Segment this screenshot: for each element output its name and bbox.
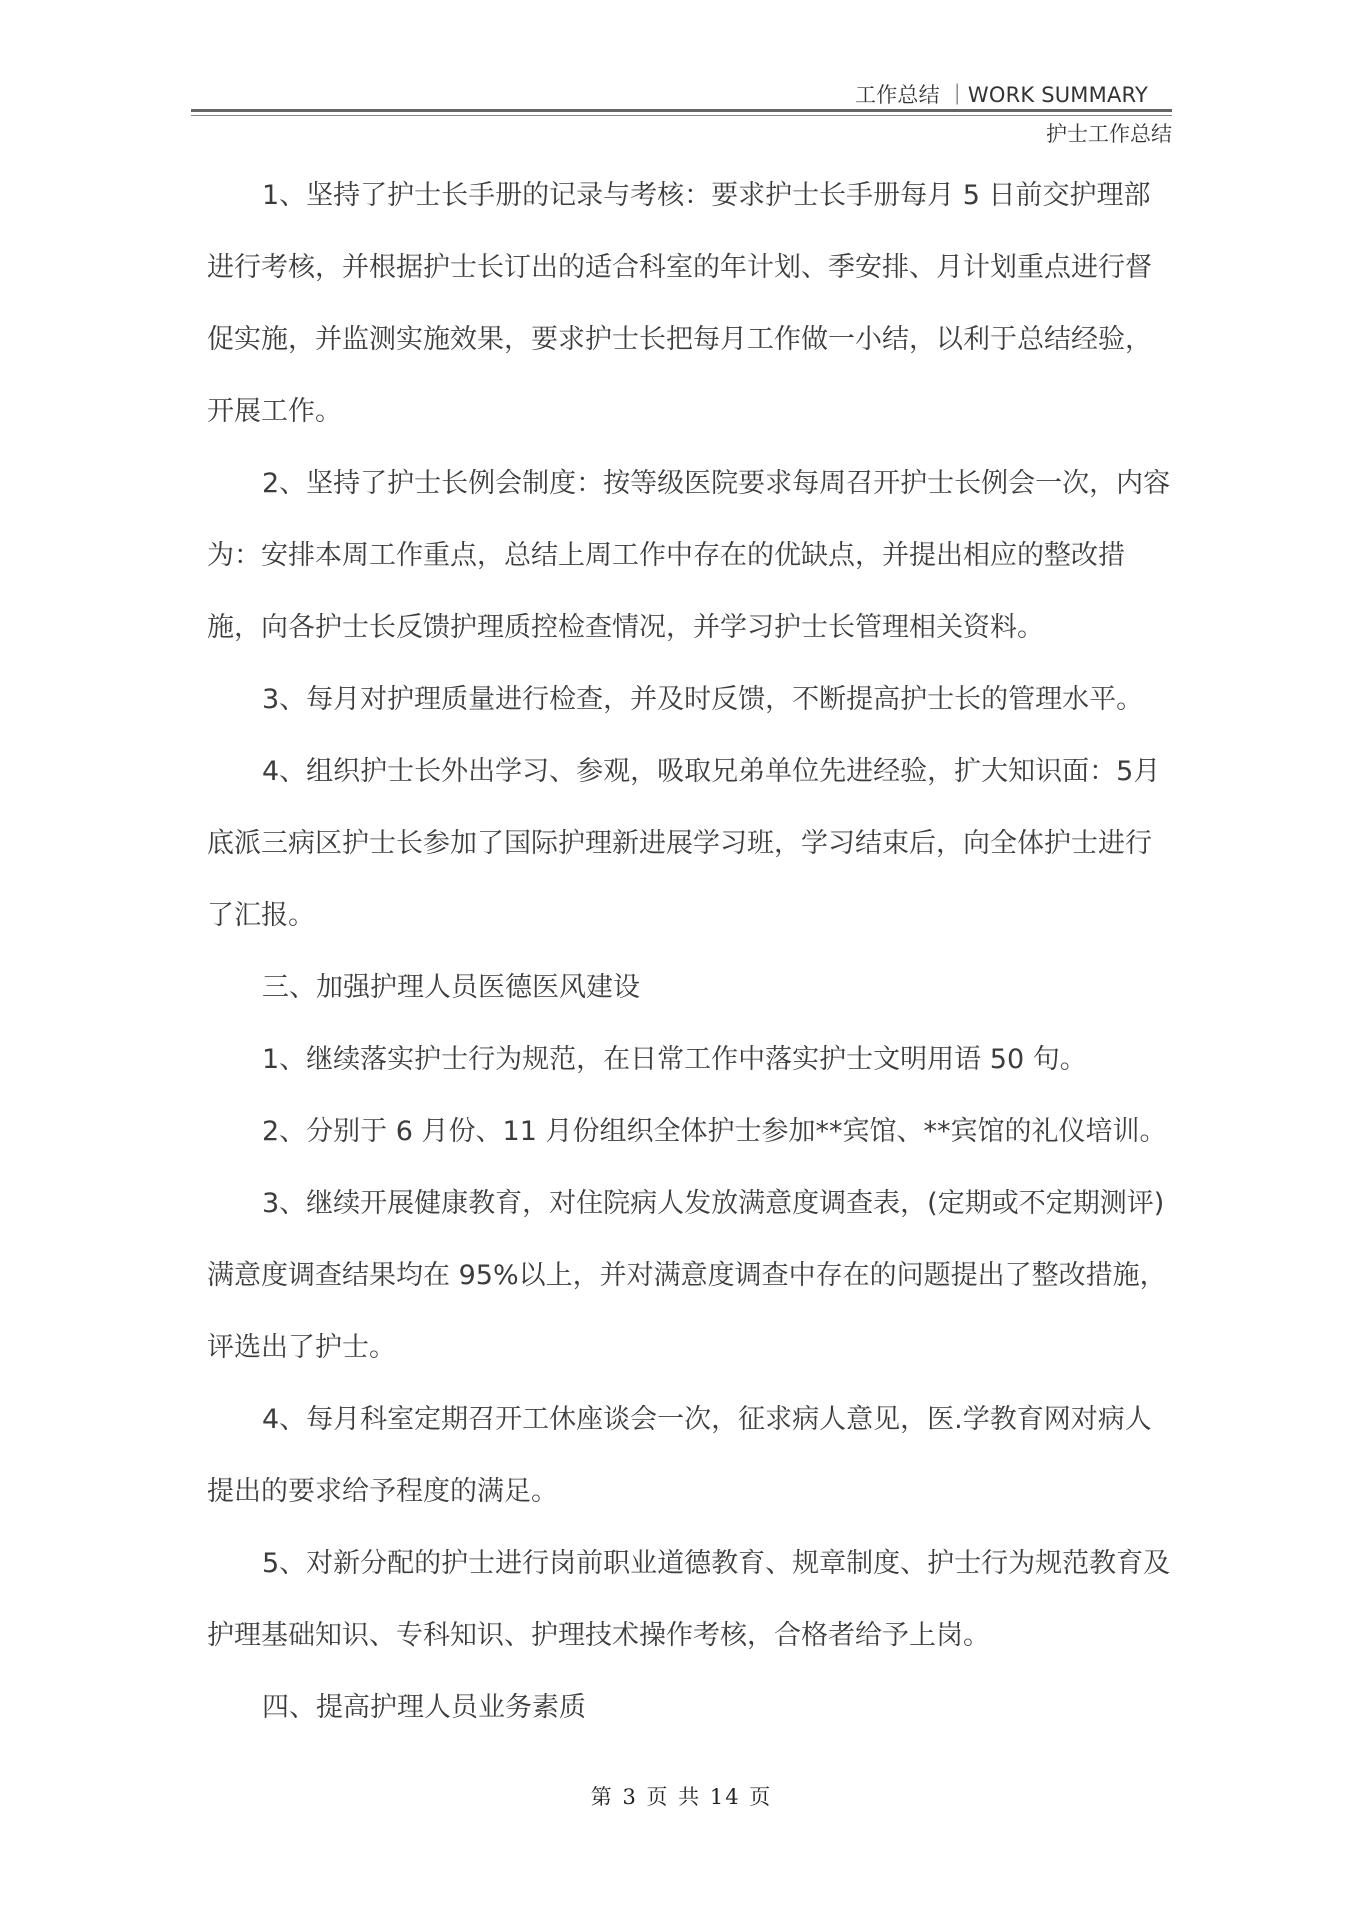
paragraph: 3、每月对护理质量进行检查，并及时反馈，不断提高护士长的管理水平。 <box>262 684 1144 715</box>
page-number: 第 3 页 共 14 页 <box>590 1785 773 1809</box>
document-body <box>207 160 1174 1744</box>
paragraph: 1、继续落实护士行为规范，在日常工作中落实护士文明用语 50 句。 <box>262 1044 1087 1075</box>
header-divider <box>191 109 1172 112</box>
paragraph: 1、坚持了护士长手册的记录与考核：要求护士长手册每月 5 日前交护理部进行考核，并根据护士长订出的适合科室的年计划、季安排、月计划重点进行督促实施，并监测实施效果，要求护士长把每月工作做一小结，以利于总结经验，开展工作。 <box>207 180 1152 427</box>
section-heading: 三、加强护理人员医德医风建设 <box>262 972 640 1003</box>
paragraph: 2、分别于 6 月份、11 月份组织全体护士参加**宾馆、**宾馆的礼仪培训。 <box>262 1116 1167 1147</box>
paragraph: 2、坚持了护士长例会制度：按等级医院要求每周召开护士长例会一次，内容为：安排本周工作重点，总结上周工作中存在的优缺点，并提出相应的整改措施，向各护士长反馈护理质控检查情况，并学习护士长管理相关资料。 <box>207 468 1171 643</box>
header-divider-thin <box>191 115 1172 116</box>
paragraph: 3、继续开展健康教育，对住院病人发放满意度调查表，(定期或不定期测评)满意度调查结果均在 95%以上，并对满意度调查中存在的问题提出了整改措施，评选出了护士。 <box>207 1188 1167 1363</box>
paragraph: 5、对新分配的护士进行岗前职业道德教育、规章制度、护士行为规范教育及护理基础知识、专科知识、护理技术操作考核，合格者给予上岗。 <box>207 1548 1171 1651</box>
paragraph: 4、每月科室定期召开工休座谈会一次，征求病人意见，医.学教育网对病人提出的要求给予程度的满足。 <box>207 1404 1152 1507</box>
header-title: 工作总结 ｜WORK SUMMARY <box>855 83 1148 107</box>
header-subtitle: 护士工作总结 <box>1046 122 1172 146</box>
section-heading: 四、提高护理人员业务素质 <box>262 1692 586 1723</box>
paragraph: 4、组织护士长外出学习、参观，吸取兄弟单位先进经验，扩大知识面：5月底派三病区护士长参加了国际护理新进展学习班，学习结束后，向全体护士进行了汇报。 <box>207 756 1161 931</box>
